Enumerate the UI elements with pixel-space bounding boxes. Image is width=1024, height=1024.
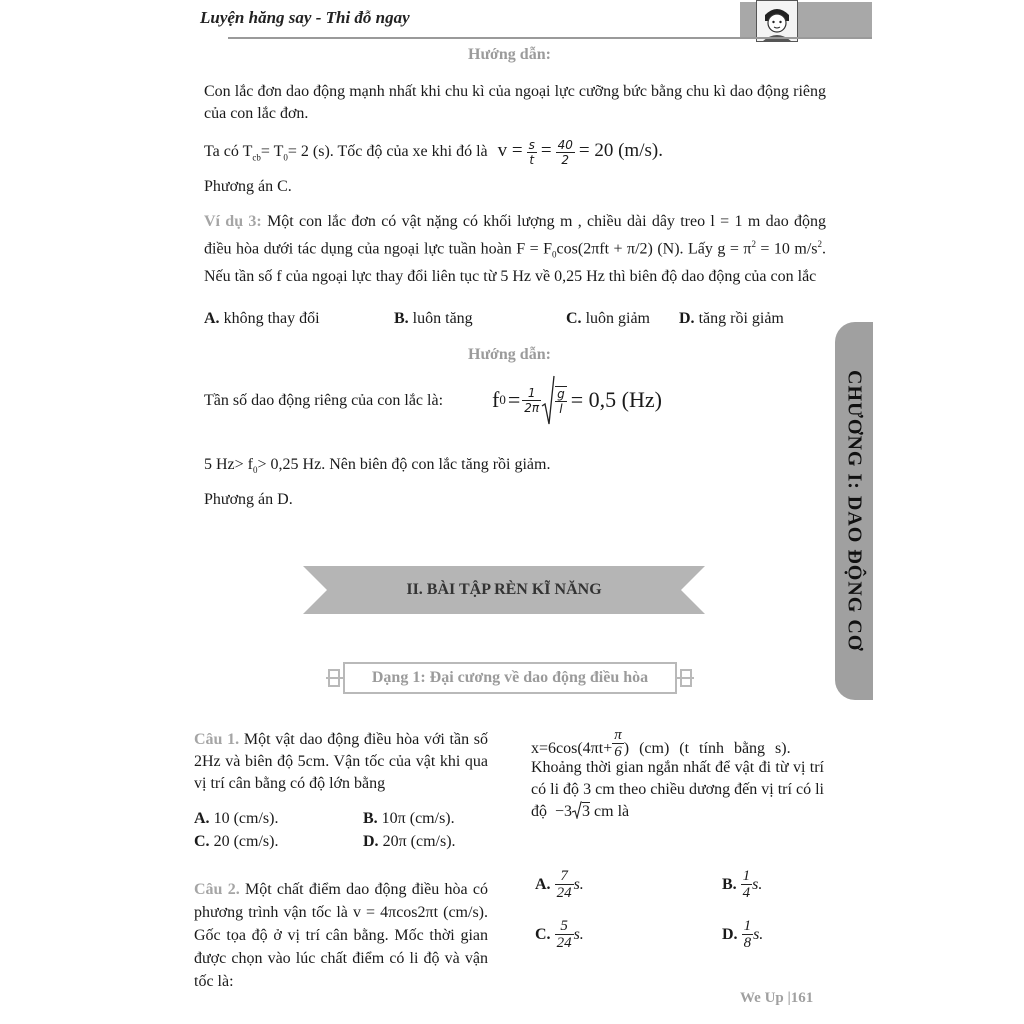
paragraph-speed: Ta có $T_{cb}= T_0= 2$ (s). Tốc độ của xe khi đó là v = $\frac{s}{t}$ = $\frac{40}{2}$ = 20 (m/s). xyxy=(204,138,663,167)
section-banner-title: II. BÀI TẬP RÈN KĨ NĂNG xyxy=(406,581,602,598)
header-divider xyxy=(228,37,872,39)
q1-option-b: B. 10π (cm/s). xyxy=(363,810,455,827)
guide-heading: Hướng dẫn: xyxy=(468,46,551,63)
sqrt-icon xyxy=(541,374,555,426)
paragraph-explanation: Con lắc đơn dao động mạnh nhất khi chu kì của ngoại lực cưỡng bức bằng chu kì dao động riêng của con lắc đơn. xyxy=(204,83,826,122)
option-a: A. không thay đổi xyxy=(204,310,320,327)
question-1: Câu 1. Một vật dao động điều hòa với tần số 2Hz và biên độ 5cm. Vận tốc của vật khi qua vị trí cân bằng có độ lớn bằng xyxy=(194,731,489,792)
q-right-option-d: D. $\frac{1}{8}$ s. xyxy=(722,918,764,951)
q1-option-a: A. 10 (cm/s). xyxy=(194,810,279,827)
answer-line: Phương án D. xyxy=(204,491,293,508)
fraction-g-l: $\frac{g}{l}$ xyxy=(557,387,565,416)
option-d: D. tăng rồi giảm xyxy=(679,310,784,327)
right-question-text: Khoảng thời gian ngắn nhất để vật đi từ vị trí có li độ 3 cm theo chiều dương đến vị trí có li độ −3 3 cm là xyxy=(531,759,824,820)
freq-label: Tần số dao động riêng của con lắc là: xyxy=(204,392,444,409)
chapter-side-label: CHƯƠNG I: DAO ĐỘNG CƠ xyxy=(843,370,866,652)
fraction-1-2pi: $\frac{1}{2\pi}$ xyxy=(524,385,540,415)
answer-line: Phương án C. xyxy=(204,178,292,195)
sqrt-icon xyxy=(572,801,582,819)
q1-option-d: D. 20π (cm/s). xyxy=(363,833,456,850)
example-3: Ví dụ 3: Một con lắc đơn có vật nặng có khối lượng m , chiều dài dây treo l = 1 m dao động điều hòa dưới tác dụng của ngoại lực tuần hoàn $F = F_0\cos(2\pi ft + \pi/2)$ (N). Lấy $g = \pi^2 = 10$ $m/s^2$. Nếu tần số f của ngoại lực thay đổi liên tục từ 5 Hz về 0,25 Hz thì biên độ dao động của con lắc xyxy=(204,213,827,285)
dang-title: Dạng 1: Đại cương về dao động điều hòa xyxy=(343,662,677,694)
option-c: C. luôn giảm xyxy=(566,310,650,327)
compare-line: 5 $Hz> f_0> 0,25$ Hz. Nên biên độ con lắc tăng rồi giảm. xyxy=(204,456,551,476)
page-footer: We Up |161 xyxy=(740,990,814,1006)
right-question-equation: x=6cos(4πt+ $\frac{\pi}{6}$ ) (cm) (t tính bằng s). xyxy=(531,727,791,760)
fraction-s-t: $\frac{s}{t}$ xyxy=(528,138,535,167)
q1-option-c: C. 20 (cm/s). xyxy=(194,833,279,850)
guide-heading: Hướng dẫn: xyxy=(468,346,551,363)
header-avatar xyxy=(756,0,798,42)
q-right-option-b: B. $\frac{1}{4}$ s. xyxy=(722,868,763,901)
q-right-option-a: A. $\frac{7}{24}$ s. xyxy=(535,868,584,901)
fraction-40-2: $\frac{40}{2}$ xyxy=(557,138,573,167)
option-b: B. luôn tăng xyxy=(394,310,473,327)
question-2: Câu 2. Một chất điểm dao động điều hòa có phương trình vận tốc là v = 4πcos2πt (cm/s). Gốc tọa độ ở vị trí cân bằng. Mốc thời gian được chọn vào lúc chất điểm có li độ và vận tốc là: xyxy=(194,881,488,990)
fraction-pi-6: $\frac{\pi}{6}$ xyxy=(614,727,622,760)
q-right-option-c: C. $\frac{5}{24}$ s. xyxy=(535,918,584,951)
header-title: Luyện hăng say - Thi đỗ ngay xyxy=(200,8,410,27)
freq-formula: f 0 = $\frac{1}{2\pi}$ $\frac{g}{l}$ = 0,5 (Hz) xyxy=(492,372,662,428)
